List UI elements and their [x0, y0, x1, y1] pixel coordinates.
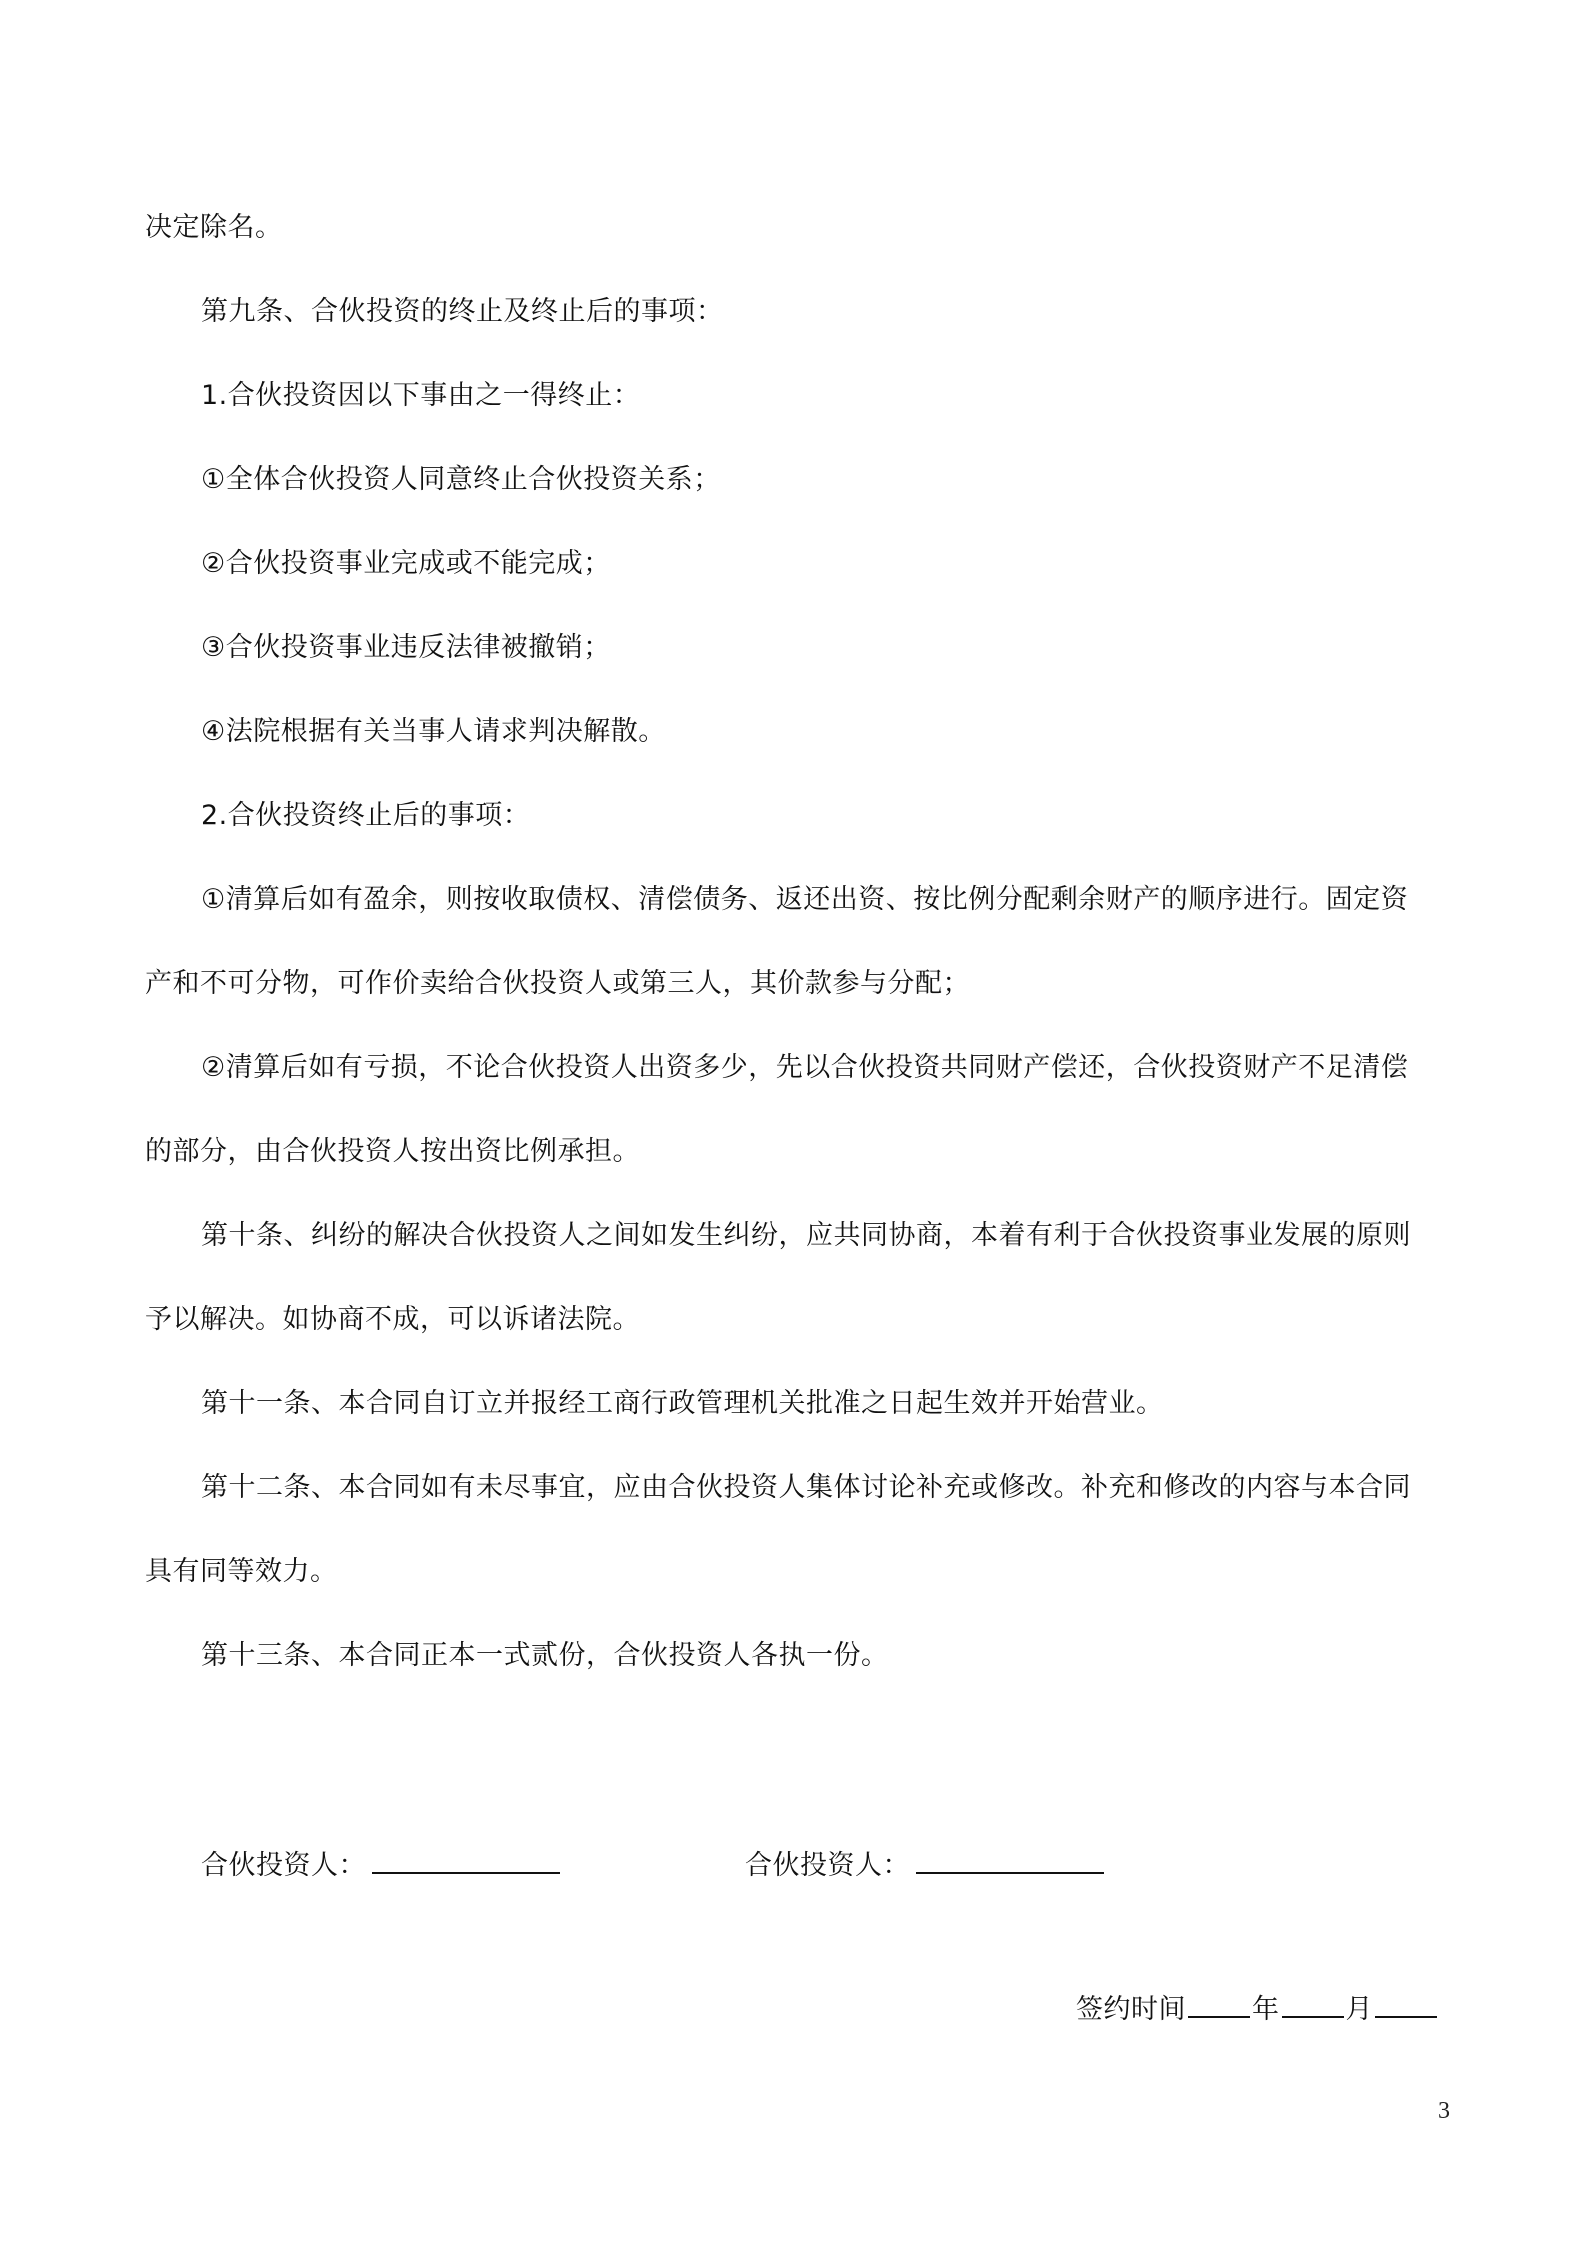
signing-date-line [1076, 1990, 1439, 2030]
surplus-clause-line-1: ①清算后如有盈余，则按收取债权、清偿债务、返还出资、按比例分配剩余财产的顺序进行。固定资 [201, 884, 1409, 915]
signature-right-blank[interactable] [916, 1848, 1104, 1874]
loss-clause-line-2: 的部分，由合伙投资人按出资比例承担。 [145, 1136, 640, 1167]
signature-left-blank[interactable] [372, 1848, 560, 1874]
article-9-heading: 第九条、合伙投资的终止及终止后的事项： [201, 296, 724, 327]
signature-right [745, 1846, 1104, 1886]
paragraph-continuation: 决定除名。 [145, 212, 283, 243]
article-11: 第十一条、本合同自订立并报经工商行政管理机关批准之日起生效并开始营业。 [201, 1388, 1164, 1419]
article-12-line-2: 具有同等效力。 [145, 1556, 338, 1587]
article-10-line-2: 予以解决。如协商不成，可以诉诸法院。 [145, 1304, 640, 1335]
month-label: 月 [1345, 1994, 1373, 2025]
signature-right-label: 合伙投资人： [745, 1850, 910, 1881]
year-blank[interactable] [1188, 1992, 1250, 2018]
signature-left-label: 合伙投资人： [201, 1850, 366, 1881]
signing-date-label: 签约时间 [1076, 1994, 1186, 2025]
article-10-line-1: 第十条、纠纷的解决合伙投资人之间如发生纠纷，应共同协商，本着有利于合伙投资事业发展的原则 [201, 1220, 1411, 1251]
post-termination-heading: 2.合伙投资终止后的事项： [201, 800, 531, 831]
page-number: 3 [1438, 2098, 1450, 2124]
signature-left [201, 1846, 560, 1886]
termination-cause-1: ①全体合伙投资人同意终止合伙投资关系； [201, 464, 721, 495]
termination-causes-heading: 1.合伙投资因以下事由之一得终止： [201, 380, 641, 411]
day-blank[interactable] [1375, 1992, 1437, 2018]
termination-cause-3: ③合伙投资事业违反法律被撤销； [201, 632, 611, 663]
loss-clause-line-1: ②清算后如有亏损，不论合伙投资人出资多少，先以合伙投资共同财产偿还，合伙投资财产不足清偿 [201, 1052, 1409, 1083]
surplus-clause-line-2: 产和不可分物，可作价卖给合伙投资人或第三人，其价款参与分配； [145, 968, 970, 999]
termination-cause-4: ④法院根据有关当事人请求判决解散。 [201, 716, 666, 747]
article-13: 第十三条、本合同正本一式贰份，合伙投资人各执一份。 [201, 1640, 889, 1671]
termination-cause-2: ②合伙投资事业完成或不能完成； [201, 548, 611, 579]
month-blank[interactable] [1282, 1992, 1344, 2018]
article-12-line-1: 第十二条、本合同如有未尽事宜，应由合伙投资人集体讨论补充或修改。补充和修改的内容与本合同 [201, 1472, 1411, 1503]
year-label: 年 [1252, 1994, 1280, 2025]
